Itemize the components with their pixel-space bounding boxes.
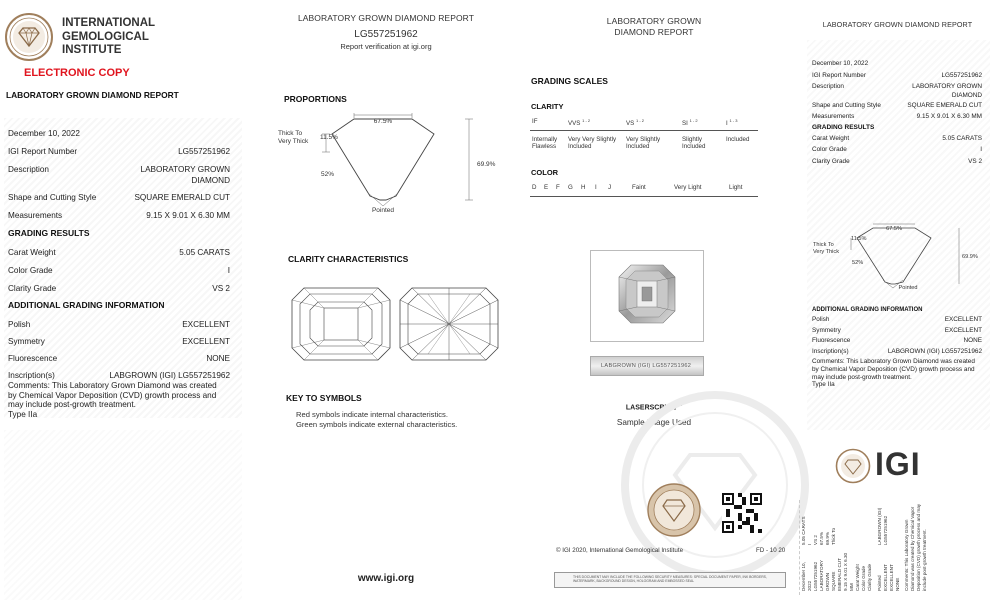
- mini-inscription: LABGROWN (IGI) LG557251962: [877, 507, 888, 545]
- card-measurements-value: 9.15 X 9.01 X 6.30 MM: [916, 112, 982, 120]
- clarity-scale-heading: CLARITY: [531, 102, 564, 111]
- clarity-grade-label: Clarity Grade: [8, 284, 57, 293]
- security-fine-print-box: [554, 572, 786, 588]
- org-name-line3: INSTITUTE: [62, 44, 122, 56]
- fluorescence-label: Fluorescence: [8, 354, 58, 363]
- card-fluorescence-value: NONE: [963, 337, 982, 345]
- mini-color: I: [807, 543, 812, 545]
- card-proportions-diagram: [811, 220, 989, 292]
- col2-report-title: LABORATORY GROWN DIAMOND REPORT: [297, 13, 475, 23]
- mini-comments: Comments: This Laboratory Grown Diamond was created by Chemical Vapor Deposition (CVD) growth process and may include post-growth treatment.: [904, 503, 927, 591]
- col2-report-number: LG557251962: [354, 29, 418, 40]
- card-culet-label: Pointed: [898, 285, 918, 291]
- color-scale-heading: COLOR: [531, 168, 559, 177]
- diamond-photo: [591, 251, 703, 341]
- description-value-line2: DIAMOND: [191, 176, 230, 185]
- card-symmetry-label: Symmetry: [812, 326, 841, 334]
- report-number-value: LG557251962: [178, 147, 230, 156]
- mini-table: 67.5%: [819, 531, 824, 545]
- proportions-heading: PROPORTIONS: [284, 94, 347, 104]
- col4-report-title: LABORATORY GROWN DIAMOND REPORT: [822, 20, 973, 29]
- card-crown-percent: 11.5%: [851, 236, 867, 242]
- card-shape-label: Shape and Cutting Style: [812, 102, 881, 110]
- card-description-line1: LABORATORY GROWN: [912, 83, 982, 91]
- table-percent: 67.5%: [373, 118, 393, 125]
- electronic-copy-label: ELECTRONIC COPY: [24, 67, 130, 79]
- color-letter-i: I: [595, 184, 597, 191]
- pavilion-percent: 52%: [321, 171, 335, 178]
- inscription-label: Inscription(s): [8, 371, 55, 380]
- card-type: Type IIa: [812, 381, 835, 389]
- additional-grading-heading: ADDITIONAL GRADING INFORMATION: [8, 300, 165, 310]
- org-name-line2: GEMOLOGICAL: [62, 30, 149, 43]
- report-number-label: IGI Report Number: [8, 147, 78, 156]
- grading-scales-heading: GRADING SCALES: [531, 76, 608, 86]
- color-letter-f: F: [556, 184, 560, 191]
- card-number-value: LG557251962: [941, 71, 982, 79]
- measurements-label: Measurements: [8, 211, 63, 220]
- clarity-sup-vvs: 1 - 2: [582, 118, 591, 123]
- clarity-desc-i: Included: [726, 136, 750, 143]
- mini-carat-label: Carat Weight: [855, 564, 860, 591]
- color-letter-d: D: [532, 184, 537, 191]
- report-date: December 10, 2022: [8, 129, 80, 138]
- color-scale: [530, 182, 758, 200]
- grading-scales-column: [524, 0, 792, 607]
- color-desc-faint: Faint: [632, 184, 646, 191]
- card-inscription-label: Inscription(s): [812, 347, 849, 355]
- clarity-grade-if: IF: [532, 118, 538, 125]
- card-color-label: Color Grade: [812, 146, 847, 154]
- qr-code[interactable]: [722, 493, 762, 533]
- col3-title-line1: LABORATORY GROWN: [606, 16, 702, 26]
- mini-shape: SQUARE EMERALD CUT: [831, 558, 842, 591]
- polish-label: Polish: [8, 320, 31, 329]
- clarity-plot-pavilion: [398, 286, 500, 362]
- bronze-seal: [646, 482, 702, 538]
- shape-label: Shape and Cutting Style: [8, 193, 97, 202]
- report-title: LABORATORY GROWN DIAMOND REPORT: [6, 90, 179, 100]
- card-comments: Comments: This Laboratory Grown Diamond was created by Chemical Vapor Deposition (CVD) growth process and may include post-growth treatment.: [812, 358, 975, 381]
- clarity-grade-i: I: [726, 120, 728, 128]
- mini-symmetry: EXCELLENT: [889, 564, 894, 591]
- color-letter-h: H: [581, 184, 586, 191]
- symmetry-value: EXCELLENT: [182, 337, 230, 346]
- color-desc-light: Light: [729, 184, 743, 191]
- igi-logo-seal: [835, 448, 871, 484]
- color-grade-value: I: [227, 266, 230, 275]
- mini-culet: Pointed: [877, 575, 882, 591]
- card-polish-label: Polish: [812, 316, 830, 323]
- carat-value: 5.05 CARATS: [179, 248, 230, 257]
- symmetry-label: Symmetry: [8, 337, 45, 346]
- col3-title-line2: DIAMOND REPORT: [614, 26, 694, 37]
- mini-clarity-label: Clarity Grade: [867, 563, 872, 591]
- carat-label: Carat Weight: [8, 248, 56, 257]
- card-carat-label: Carat Weight: [812, 134, 850, 142]
- laserscribe-label: LASERSCRIBE: [625, 404, 677, 412]
- mini-measurements: 9.15 X 9.01 X 6.30 MM: [843, 552, 854, 591]
- card-fluorescence-label: Fluorescence: [812, 337, 851, 345]
- clarity-desc-vs: Very Slightly Included: [626, 136, 661, 150]
- inscription-strip-text: LABGROWN (IGI) LG557251962: [601, 363, 692, 369]
- card-date: December 10, 2022: [812, 60, 869, 67]
- copyright-text: © IGI 2020, International Gemological Institute: [556, 547, 684, 554]
- color-letter-j: J: [608, 184, 612, 191]
- sample-image-note: Sample Image Used: [616, 418, 692, 427]
- color-scale-rule: [530, 196, 758, 197]
- culet-label: Pointed: [371, 207, 395, 214]
- org-name-line1: INTERNATIONAL: [62, 17, 156, 29]
- crown-percent: 11.5%: [320, 134, 338, 141]
- lower-pattern: [4, 430, 242, 600]
- clarity-sup-i: 1 - 3: [729, 118, 738, 123]
- girdle-line1: Thick To: [278, 130, 303, 137]
- inscription-value: LABGROWN (IGI) LG557251962: [109, 371, 230, 380]
- card-polish-value: EXCELLENT: [944, 316, 982, 323]
- mini-carat: 5.05 CARATS: [801, 516, 806, 545]
- mini-number: LG557251962: [813, 561, 818, 591]
- card-girdle-line1: Thick To: [813, 242, 834, 248]
- key-green-text: Green symbols indicate external characteristics.: [296, 420, 458, 429]
- clarity-desc-si: Slightly Included: [682, 136, 706, 150]
- card-depth-percent: 69.9%: [962, 254, 978, 260]
- card-color-value: I: [980, 146, 982, 154]
- mini-girdle: Thick To: [831, 527, 836, 545]
- sample-diamond-frame: [590, 250, 704, 342]
- color-letter-g: G: [568, 184, 573, 191]
- card-table-percent: 67.5%: [886, 226, 902, 232]
- laserscribe-sup: SM: [676, 402, 683, 407]
- shape-value: SQUARE EMERALD CUT: [134, 193, 230, 202]
- report-summary-column: [0, 0, 245, 607]
- card-description-label: Description: [812, 83, 844, 91]
- mini-depth: 69.9%: [825, 531, 830, 545]
- card-clarity-label: Clarity Grade: [812, 157, 850, 165]
- mini-clarity: VS 2: [813, 535, 818, 545]
- color-letter-e: E: [544, 184, 549, 191]
- color-grade-label: Color Grade: [8, 266, 53, 275]
- card-shape-value: SQUARE EMERALD CUT: [907, 102, 982, 110]
- card-description-line2: DIAMOND: [951, 91, 982, 99]
- igi-seal-logo: [4, 12, 54, 62]
- description-value-line1: LABORATORY GROWN: [140, 165, 230, 174]
- clarity-grade-vs: VS: [626, 120, 635, 128]
- igi-logo-text: IGI: [875, 446, 921, 482]
- mini-fluorescence: NONE: [895, 577, 900, 591]
- clarity-characteristics-heading: CLARITY CHARACTERISTICS: [288, 254, 409, 264]
- inscription-strip: [590, 356, 704, 376]
- clarity-desc-if: Internally Flawless: [532, 136, 558, 150]
- date-row: [8, 128, 230, 139]
- clarity-grade-value: VS 2: [212, 284, 230, 293]
- card-inscription-value: LABGROWN (IGI) LG557251962: [887, 347, 982, 355]
- clarity-desc-vvs: Very Very Slightly Included: [568, 136, 617, 150]
- clarity-sup-si: 1 - 2: [689, 118, 698, 123]
- card-clarity-value: VS 2: [968, 157, 982, 165]
- grading-results-heading: GRADING RESULTS: [8, 228, 90, 238]
- card-number-label: IGI Report Number: [812, 71, 866, 79]
- proportions-column: [262, 0, 510, 607]
- security-fine-print: THIS DOCUMENT MAY INCLUDE THE FOLLOWING SECURITY MEASURES: SPECIAL DOCUMENT PAPER, INK BORDERS, WATERMARK, BACKGROUND DESIGN, HOLOGRAM AND EMBOSSED SEAL: [573, 575, 767, 584]
- clarity-grade-vvs: VVS: [568, 120, 581, 128]
- card-additional-heading: ADDITIONAL GRADING INFORMATION: [812, 307, 923, 313]
- mini-description: LABORATORY GROWN: [819, 560, 830, 591]
- depth-percent: 69.9%: [477, 161, 496, 168]
- polish-value: EXCELLENT: [182, 320, 230, 329]
- key-to-symbols-heading: KEY TO SYMBOLS: [286, 393, 362, 403]
- proportions-diagram: [272, 110, 502, 220]
- clarity-scale-rule: [530, 130, 758, 131]
- girdle-line2: Very Thick: [278, 138, 309, 145]
- report-verification: Report verification at igi.org: [340, 42, 432, 51]
- fluorescence-value: NONE: [206, 354, 230, 363]
- form-code: FD - 10 20: [756, 547, 786, 554]
- clarity-sup-vs: 1 - 2: [636, 118, 645, 123]
- card-girdle-line2: Very Thick: [813, 249, 840, 255]
- card-grading-heading: GRADING RESULTS: [812, 123, 875, 131]
- clarity-grade-si: SI: [682, 120, 688, 128]
- card-pavilion-percent: 52%: [852, 260, 864, 266]
- comments-text: Comments: This Laboratory Grown Diamond was created by Chemical Vapor Deposition (CVD) growth process and may include post-growth treatment.: [8, 381, 217, 410]
- description-label: Description: [8, 165, 49, 174]
- diamond-type: Type IIa: [8, 409, 38, 419]
- clarity-scale: [530, 116, 758, 154]
- card-carat-value: 5.05 CARATS: [942, 134, 982, 142]
- measurements-value: 9.15 X 9.01 X 6.30 MM: [146, 211, 230, 220]
- mini-color-label: Color Grade: [861, 565, 866, 591]
- color-desc-very-light: Very Light: [674, 184, 702, 191]
- summary-card-column: [801, 0, 995, 607]
- website-link[interactable]: www.igi.org: [357, 573, 415, 584]
- mini-card-border: [799, 500, 987, 595]
- mini-date: December 10, 2022: [801, 562, 812, 591]
- clarity-plot-crown: [290, 286, 392, 362]
- card-symmetry-value: EXCELLENT: [944, 326, 982, 334]
- key-red-text: Red symbols indicate internal characteristics.: [296, 410, 448, 419]
- mini-polish: EXCELLENT: [883, 564, 888, 591]
- card-measurements-label: Measurements: [812, 112, 855, 120]
